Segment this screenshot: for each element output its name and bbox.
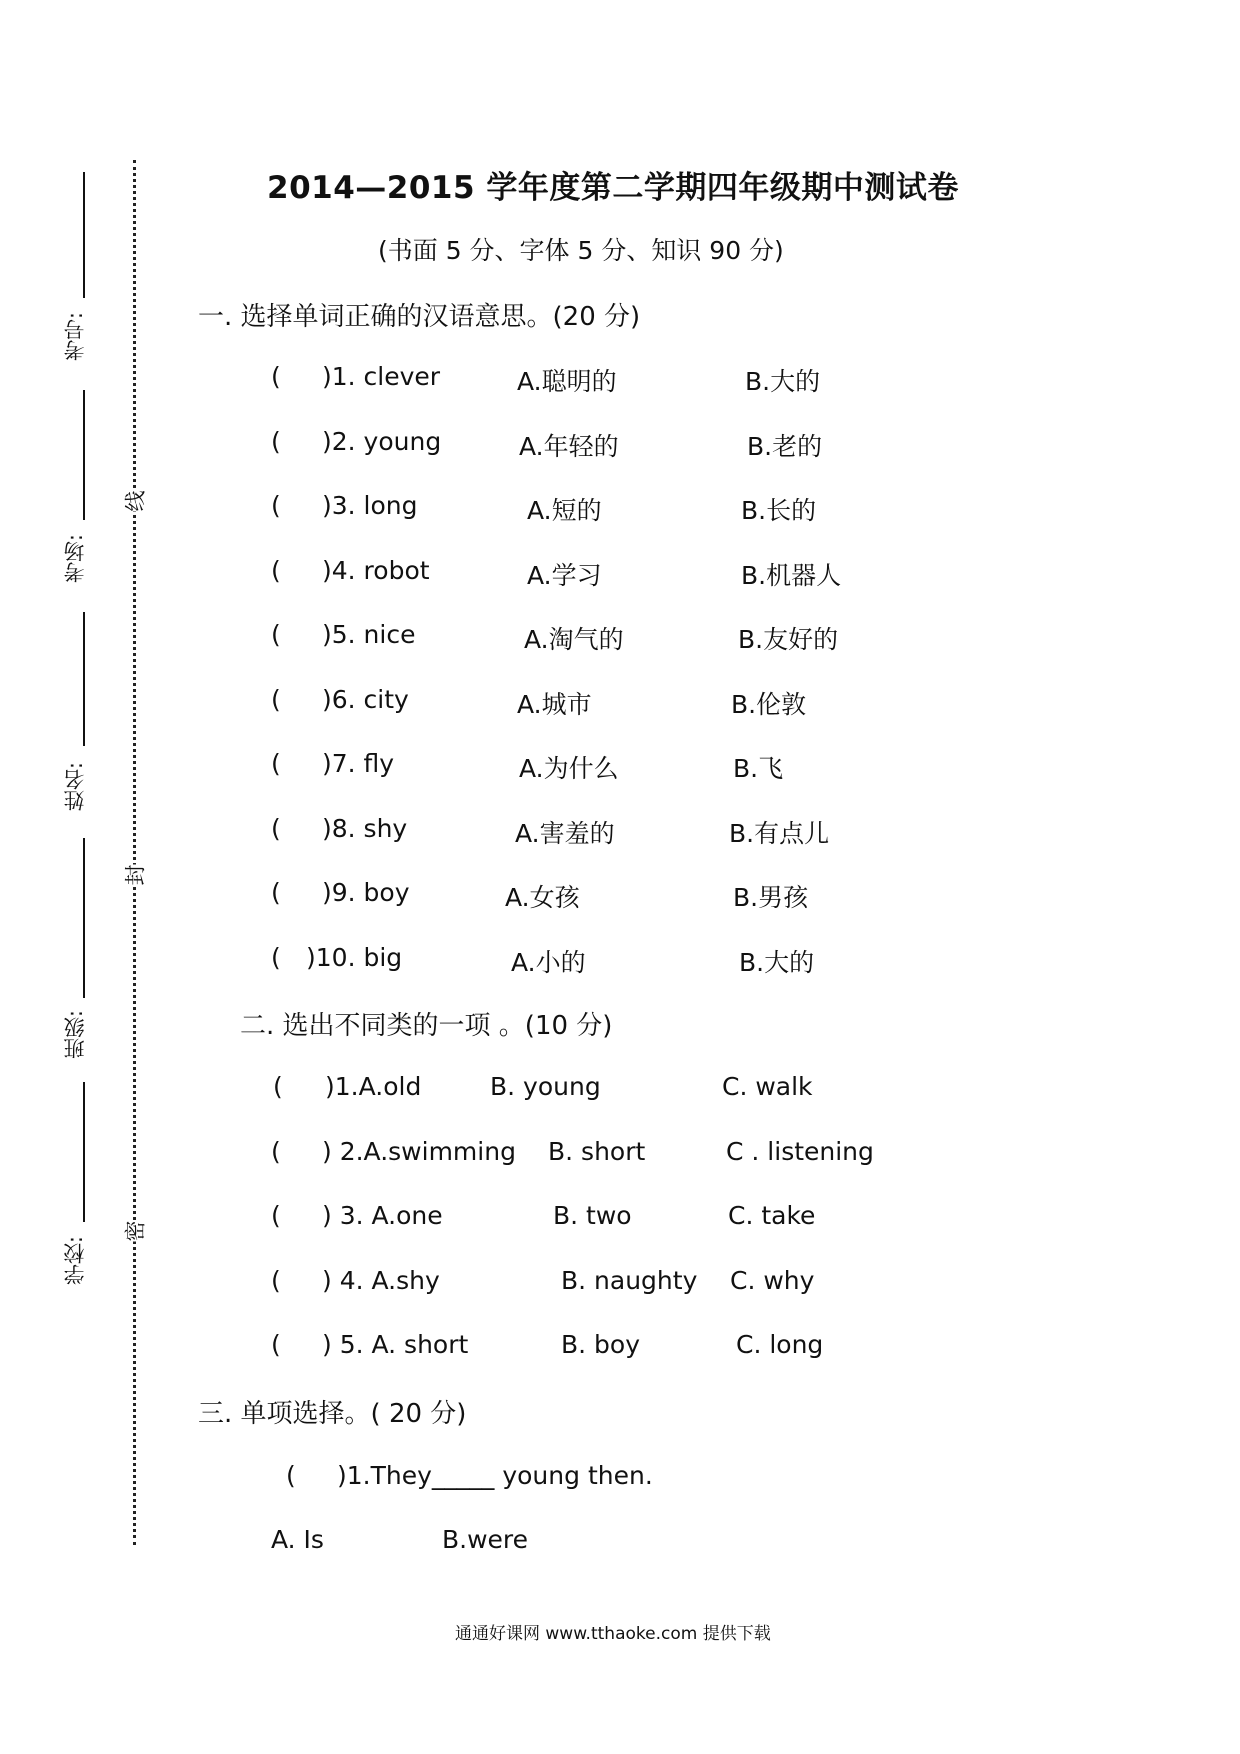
s1-item-3-b: B.长的 (741, 496, 817, 525)
s1-item-1-num: )1. clever (322, 362, 441, 391)
s1-item-9-a: A.女孩 (505, 883, 580, 912)
fill-line-kaochang (83, 390, 85, 520)
s1-item-2-num: )2. young (322, 427, 442, 456)
s1-item-4-b: B.机器人 (741, 561, 842, 590)
paren: ( (271, 427, 281, 456)
paren: ( (271, 1266, 281, 1295)
paren: ( (271, 491, 281, 520)
section1-heading: 一. 选择单词正确的汉语意思。(20 分) (198, 302, 641, 332)
s2-item-3-b: B. two (553, 1201, 632, 1230)
label-xuexiao: 学校: (63, 1236, 87, 1286)
s3-q1-option-b: B.were (442, 1525, 529, 1554)
paren: ( (273, 1072, 283, 1101)
s2-item-5-c: C. long (736, 1330, 824, 1359)
s1-item-6-num: )6. city (322, 685, 409, 714)
s1-item-5-a: A.淘气的 (524, 625, 624, 654)
seal-char-xian: 线 (120, 491, 150, 512)
paren: ( (271, 620, 281, 649)
s3-question-1: )1.They_____ young then. (337, 1461, 653, 1490)
s2-item-4-c: C. why (730, 1266, 815, 1295)
s1-item-10-b: B.大的 (739, 948, 815, 977)
s1-item-1-b: B.大的 (745, 367, 821, 396)
paren: ( (271, 556, 281, 585)
s1-item-10-num: )10. big (306, 943, 403, 972)
s1-item-5-b: B.友好的 (738, 625, 839, 654)
fill-line-xuexiao (83, 1082, 85, 1222)
label-kaohao: 考号: (63, 312, 87, 362)
s1-item-8-b: B.有点儿 (729, 819, 830, 848)
s2-item-3-num: ) 3. A.one (322, 1201, 443, 1230)
paren: ( (271, 1201, 281, 1230)
s1-item-10-a: A.小的 (511, 948, 586, 977)
page-subtitle: (书面 5 分、字体 5 分、知识 90 分) (378, 236, 784, 265)
label-kaochang: 考场: (63, 534, 87, 584)
page-footer: 通通好课网 www.tthaoke.com 提供下载 (455, 1624, 771, 1644)
paren: ( (271, 749, 281, 778)
s2-item-1-c: C. walk (722, 1072, 813, 1101)
fill-line-xingming (83, 612, 85, 746)
s2-item-4-num: ) 4. A.shy (322, 1266, 440, 1295)
s2-item-5-num: ) 5. A. short (322, 1330, 469, 1359)
s1-item-1-a: A.聪明的 (517, 367, 617, 396)
s1-item-5-num: )5. nice (322, 620, 416, 649)
paren: ( (271, 814, 281, 843)
s2-item-1-b: B. young (490, 1072, 601, 1101)
s1-item-7-b: B.飞 (733, 754, 784, 783)
paren: ( (286, 1461, 296, 1490)
s1-item-6-a: A.城市 (517, 690, 592, 719)
s1-item-2-a: A.年轻的 (519, 432, 619, 461)
seal-char-feng: 封 (120, 865, 150, 886)
s1-item-8-a: A.害羞的 (515, 819, 615, 848)
s1-item-4-a: A.学习 (527, 561, 602, 590)
s1-item-7-a: A.为什么 (519, 754, 619, 783)
s2-item-1-num: )1.A.old (325, 1072, 422, 1101)
s1-item-9-b: B.男孩 (733, 883, 809, 912)
paren: ( (271, 362, 281, 391)
fill-line-kaohao (83, 172, 85, 298)
s2-item-2-b: B. short (548, 1137, 646, 1166)
cut-line-dotted (133, 160, 136, 1545)
section3-heading: 三. 单项选择。( 20 分) (198, 1399, 467, 1429)
paren: ( (271, 878, 281, 907)
paren: ( (271, 1137, 281, 1166)
section2-heading: 二. 选出不同类的一项 。(10 分) (240, 1011, 613, 1041)
s1-item-7-num: )7. fly (322, 749, 395, 778)
s2-item-2-c: C . listening (726, 1137, 874, 1166)
s2-item-5-b: B. boy (561, 1330, 641, 1359)
s3-q1-option-a: A. Is (271, 1525, 324, 1554)
label-xingming: 姓名: (63, 762, 87, 812)
s1-item-3-a: A.短的 (527, 496, 602, 525)
s2-item-4-b: B. naughty (561, 1266, 698, 1295)
s1-item-3-num: )3. long (322, 491, 418, 520)
fill-line-banji (83, 838, 85, 998)
s1-item-4-num: )4. robot (322, 556, 430, 585)
s1-item-6-b: B.伦敦 (731, 690, 807, 719)
paren: ( (271, 943, 281, 972)
page-title: 2014—2015 学年度第二学期四年级期中测试卷 (267, 170, 959, 206)
s2-item-2-num: ) 2.A.swimming (322, 1137, 516, 1166)
s1-item-9-num: )9. boy (322, 878, 410, 907)
paren: ( (271, 685, 281, 714)
seal-char-mi: 密 (120, 1221, 150, 1242)
paren: ( (271, 1330, 281, 1359)
s1-item-8-num: )8. shy (322, 814, 408, 843)
label-banji: 班级: (63, 1010, 87, 1060)
s2-item-3-c: C. take (728, 1201, 816, 1230)
s1-item-2-b: B.老的 (747, 432, 823, 461)
